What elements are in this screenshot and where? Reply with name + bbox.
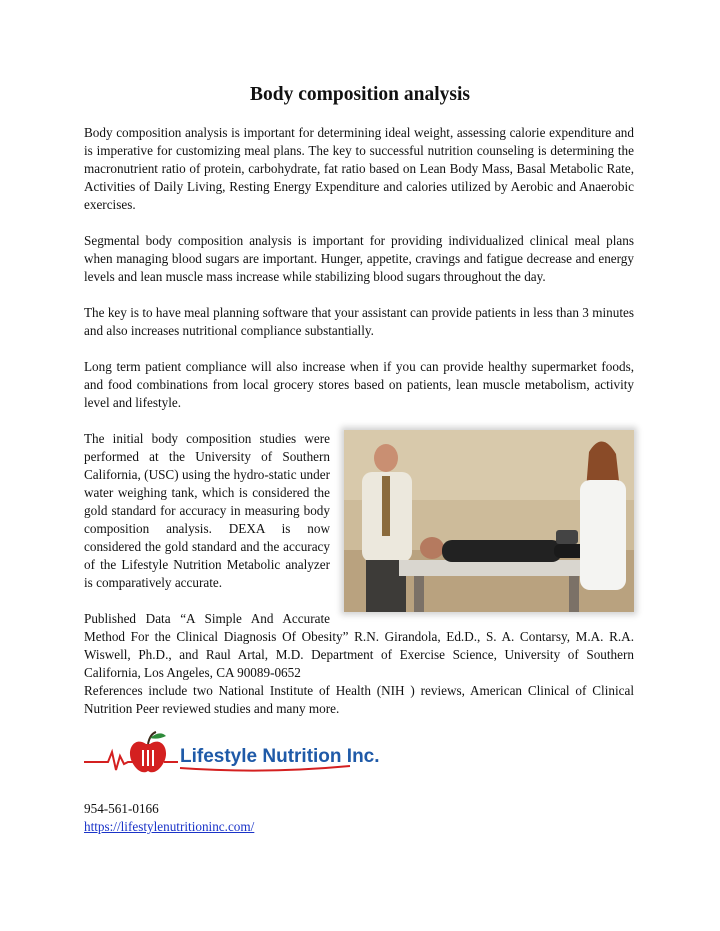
website-link[interactable]: https://lifestylenutritioninc.com/ — [84, 819, 255, 834]
page-title: Body composition analysis — [250, 84, 470, 105]
document-body — [84, 124, 634, 718]
paragraph-usc-studies: The initial body composition studies were performed at the University of Southern California, (USC) using the hydro-static under water weighing tank, which is considered the gold standard for accuracy in measuring body composition analysis. DEXA is now considered the gold standard and the accuracy of the Lifestyle Nutrition Metabolic analyzer is comparatively accurate. — [84, 431, 330, 590]
paragraph-intro: Body composition analysis is important for determining ideal weight, assessing calorie expenditure and is imperative for customizing meal plans. The key to successful nutrition counseling is determining the macronutrient ratio of protein, carbohydrate, fat ratio based on Lean Body Mass, Basal Metabolic Rate, Activities of Daily Living, Resting Energy Expenditure and calories utilized by Aerobic and Anaerobic exercises. — [84, 125, 634, 212]
paragraph-published-data: Published Data “A Simple And Accurate Method For the Clinical Diagnosis Of Obesity” R.N. Girandola, Ed.D., S. A. Contarsy, M.A. R.A. Wiswell, Ph.D., and Raul Artal, M.D. Department of Exercise Science, University of Southern California, Los Angeles, CA 90089-0652 — [84, 611, 634, 680]
phone-number: 954-561-0166 — [84, 801, 159, 816]
paragraph-meal-planning: The key is to have meal planning software that your assistant can provide patients in less than 3 minutes and also increases nutritional compliance substantially. — [84, 305, 634, 338]
clinic-photo — [344, 430, 634, 612]
paragraph-references: References include two National Institute of Health (NIH ) reviews, American Clinical of Clinical Nutrition Peer reviewed studies and many more. — [84, 683, 634, 716]
company-logo — [84, 726, 380, 782]
paragraph-segmental: Segmental body composition analysis is important for providing individualized clinical meal plans when managing blood sugars are important. Hunger, appetite, cravings and fatigue decrease and energy levels and lean muscle mass increase while stabilizing blood sugars throughout the day. — [84, 233, 634, 284]
paragraph-compliance: Long term patient compliance will also increase when if you can provide healthy supermarket foods, and food combinations from local grocery stores based on patients, lean muscle metabolism, activity level and lifestyle. — [84, 359, 634, 410]
heartbeat-apple-logo-icon — [84, 726, 380, 782]
clinic-photo-illustration — [344, 430, 634, 612]
logo-text: Lifestyle Nutrition Inc. — [180, 746, 380, 767]
contact-block — [84, 800, 254, 836]
